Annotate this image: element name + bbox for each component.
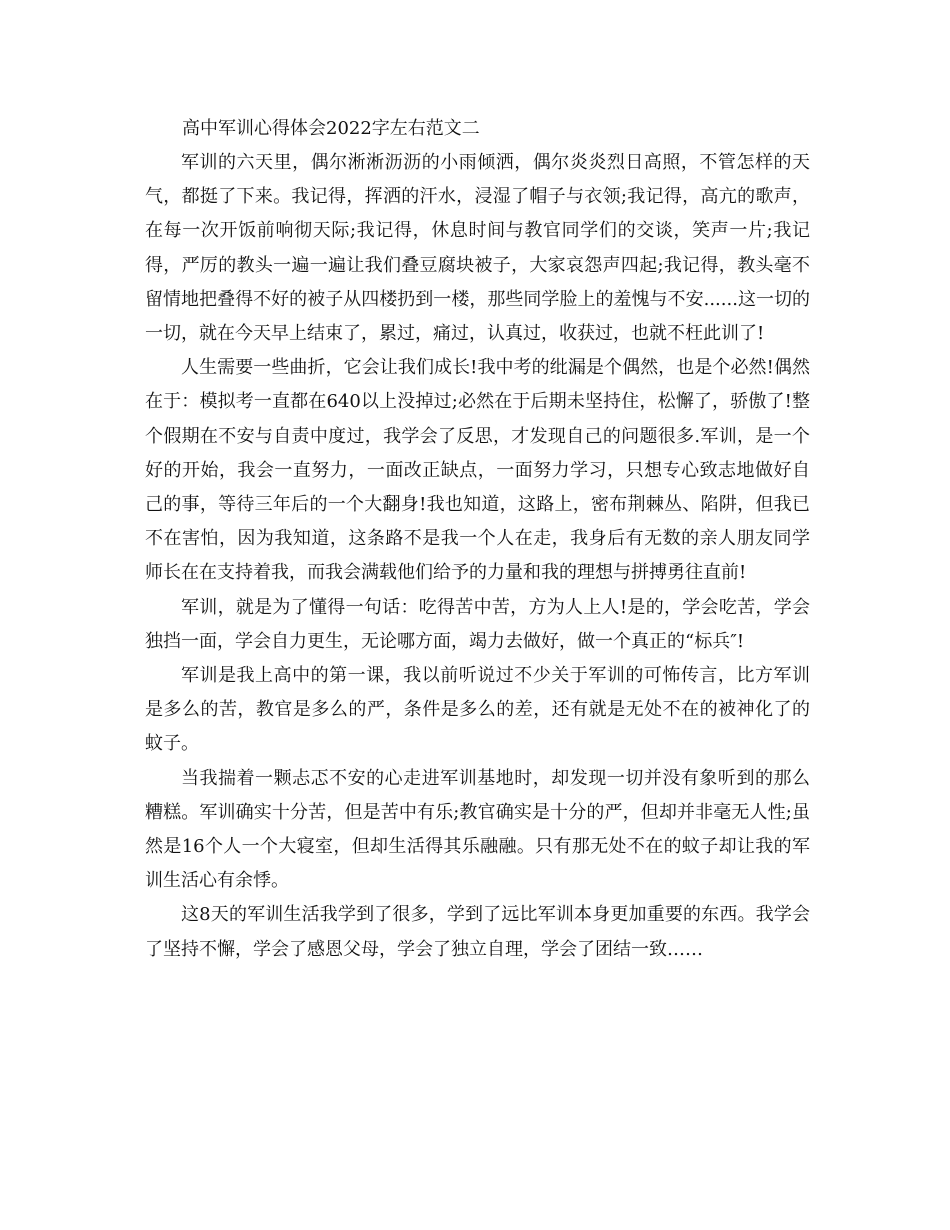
- paragraph-4: 军训是我上高中的第一课，我以前听说过不少关于军训的可怖传言，比方军训是多么的苦，教官是多么的严，条件是多么的差，还有就是无处不在的被神化了的蚊子。: [145, 665, 810, 755]
- paragraph-2: 人生需要一些曲折，它会让我们成长!我中考的纰漏是个偶然，也是个必然!偶然在于：模拟考一直都在640以上没掉过;必然在于后期未坚持住，松懈了，骄傲了!整个假期在不安与自责中度过，我学会了反思，才发现自己的问题很多.军训，是一个好的开始，我会一直努力，一面改正缺点，一面努力学习，只想专心致志地做好自己的事，等待三年后的一个大翻身!我也知道，这路上，密布荆棘丛、陷阱，但我已不在害怕，因为我知道，这条路不是我一个人在走，我身后有无数的亲人朋友同学师长在在支持着我，而我会满载他们给予的力量和我的理想与拼搏勇往直前!: [145, 357, 810, 584]
- paragraph-5: 当我揣着一颗忐忑不安的心走进军训基地时，却发现一切并没有象听到的那么糟糕。军训确实十分苦，但是苦中有乐;教官确实是十分的严，但却并非毫无人性;虽然是16个人一个大寝室，但却生活得其乐融融。只有那无处不在的蚊子却让我的军训生活心有余悸。: [145, 767, 811, 892]
- paragraph-3: 军训，就是为了懂得一句话：吃得苦中苦，方为人上人!是的，学会吃苦，学会独挡一面，学会自力更生，无论哪方面，竭力去做好，做一个真正的“标兵″!: [145, 596, 810, 652]
- paragraph-6: 这8天的军训生活我学到了很多，学到了远比军训本身更加重要的东西。我学会了坚持不懈，学会了感恩父母，学会了独立自理，学会了团结一致……: [145, 904, 810, 960]
- paragraph-1: 军训的六天里，偶尔淅淅沥沥的小雨倾洒，偶尔炎炎烈日高照，不管怎样的天气，都挺了下来。我记得，挥洒的汗水，浸湿了帽子与衣领;我记得，高亢的歌声，在每一次开饭前响彻天际;我记得，休息时间与教官同学们的交谈，笑声一片;我记得，严厉的教头一遍一遍让我们叠豆腐块被子，大家哀怨声四起;我记得，教头毫不留情地把叠得不好的被子从四楼扔到一楼，那些同学脸上的羞愧与不安......这一切的一切，就在今天早上结束了，累过，痛过，认真过，收获过，也就不枉此训了!: [145, 152, 810, 345]
- document-body: [145, 112, 810, 967]
- document-title: 高中军训心得体会2022字左右范文二: [182, 118, 480, 139]
